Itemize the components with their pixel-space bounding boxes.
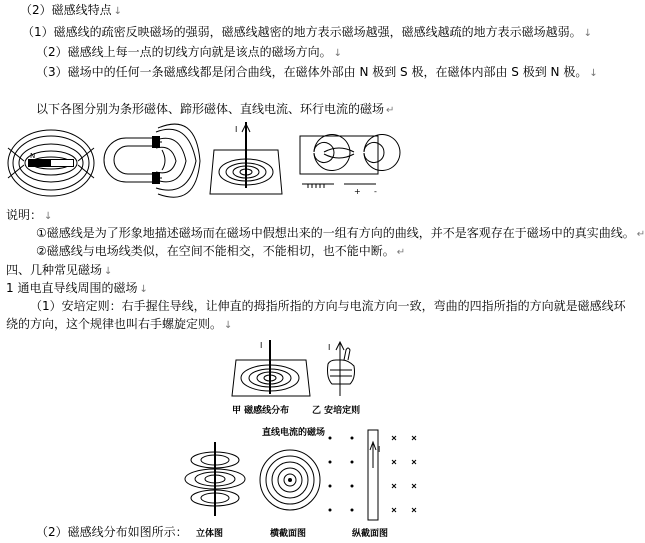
wire-field-3d-figure: [182, 440, 248, 518]
figure-title-straight-current: 直线电流的磁场: [262, 428, 326, 438]
svg-text:+: +: [354, 187, 361, 196]
paragraph-figures-intro: 以下各图分别为条形磁体、蹄形磁体、直线电流、环行电流的磁场 ↵: [36, 102, 395, 116]
paragraph-ampere-rule: （1）安培定则：右手握住导线，让伸直的拇指所指的方向与电流方向一致，弯曲的四指所指的方向就是磁感线环: [30, 299, 626, 313]
circular-current-field-figure: [294, 124, 384, 200]
paragraph-note-1: ①磁感线是为了形象地描述磁场而在磁场中假想出来的一组有方向的曲线，并不是客观存在于磁场中的真实曲线。 ↵: [36, 226, 645, 240]
paragraph-distribution: （2）磁感线分布如图所示：: [36, 525, 188, 539]
straight-wire-field-figure: [208, 118, 286, 198]
wire-field-distribution-figure: [230, 338, 312, 400]
svg-text:I: I: [328, 343, 331, 352]
caption-field-distribution: 甲 磁感线分布: [232, 406, 290, 416]
bar-magnet-n-label: N: [30, 152, 36, 160]
caption-3d-view: 立体图: [196, 529, 224, 539]
heading-straight-wire: 1 通电直导线周围的磁场 ↓: [6, 281, 148, 295]
svg-text:I: I: [260, 341, 263, 350]
caption-cross-section: 横截面图: [270, 529, 307, 539]
caption-ampere-rule: 乙 安培定则: [312, 406, 361, 416]
paragraph-density: （1）磁感线的疏密反映磁场的强弱，磁感线越密的地方表示磁场越强，磁感线越疏的地方表示磁场越弱。 ↓: [22, 25, 593, 39]
bar-magnet-field-figure: [6, 128, 96, 198]
heading-common-fields: 四、几种常见磁场 ↓: [6, 263, 113, 277]
heading-explanation: 说明： ↓: [6, 208, 53, 222]
wire-field-cross-section-figure: [258, 448, 322, 512]
svg-text:-: -: [374, 187, 377, 196]
paragraph-note-2: ②磁感线与电场线类似，在空间不能相交，不能相切，也不能中断。 ↵: [36, 244, 406, 258]
horseshoe-magnet-field-figure: [96, 122, 202, 200]
wire-current-label: I: [235, 125, 238, 134]
wire-field-longitudinal-figure: [326, 428, 436, 524]
heading-feature: （2）磁感线特点 ↓: [20, 3, 123, 17]
paragraph-tangent: （2）磁感线上每一点的切线方向就是该点的磁场方向。 ↓: [36, 45, 343, 59]
caption-longitudinal-section: 纵截面图: [352, 529, 389, 539]
paragraph-ampere-rule-cont: 绕的方向，这个规律也叫右手螺旋定则。 ↓: [6, 317, 233, 331]
svg-text:I: I: [378, 445, 381, 454]
paragraph-closed-curve: （3）磁场中的任何一条磁感线都是闭合曲线，在磁体外部由 N 极到 S 极，在磁体内部由 S 极到 N 极。 ↓: [36, 65, 598, 79]
right-hand-figure: [318, 338, 364, 398]
